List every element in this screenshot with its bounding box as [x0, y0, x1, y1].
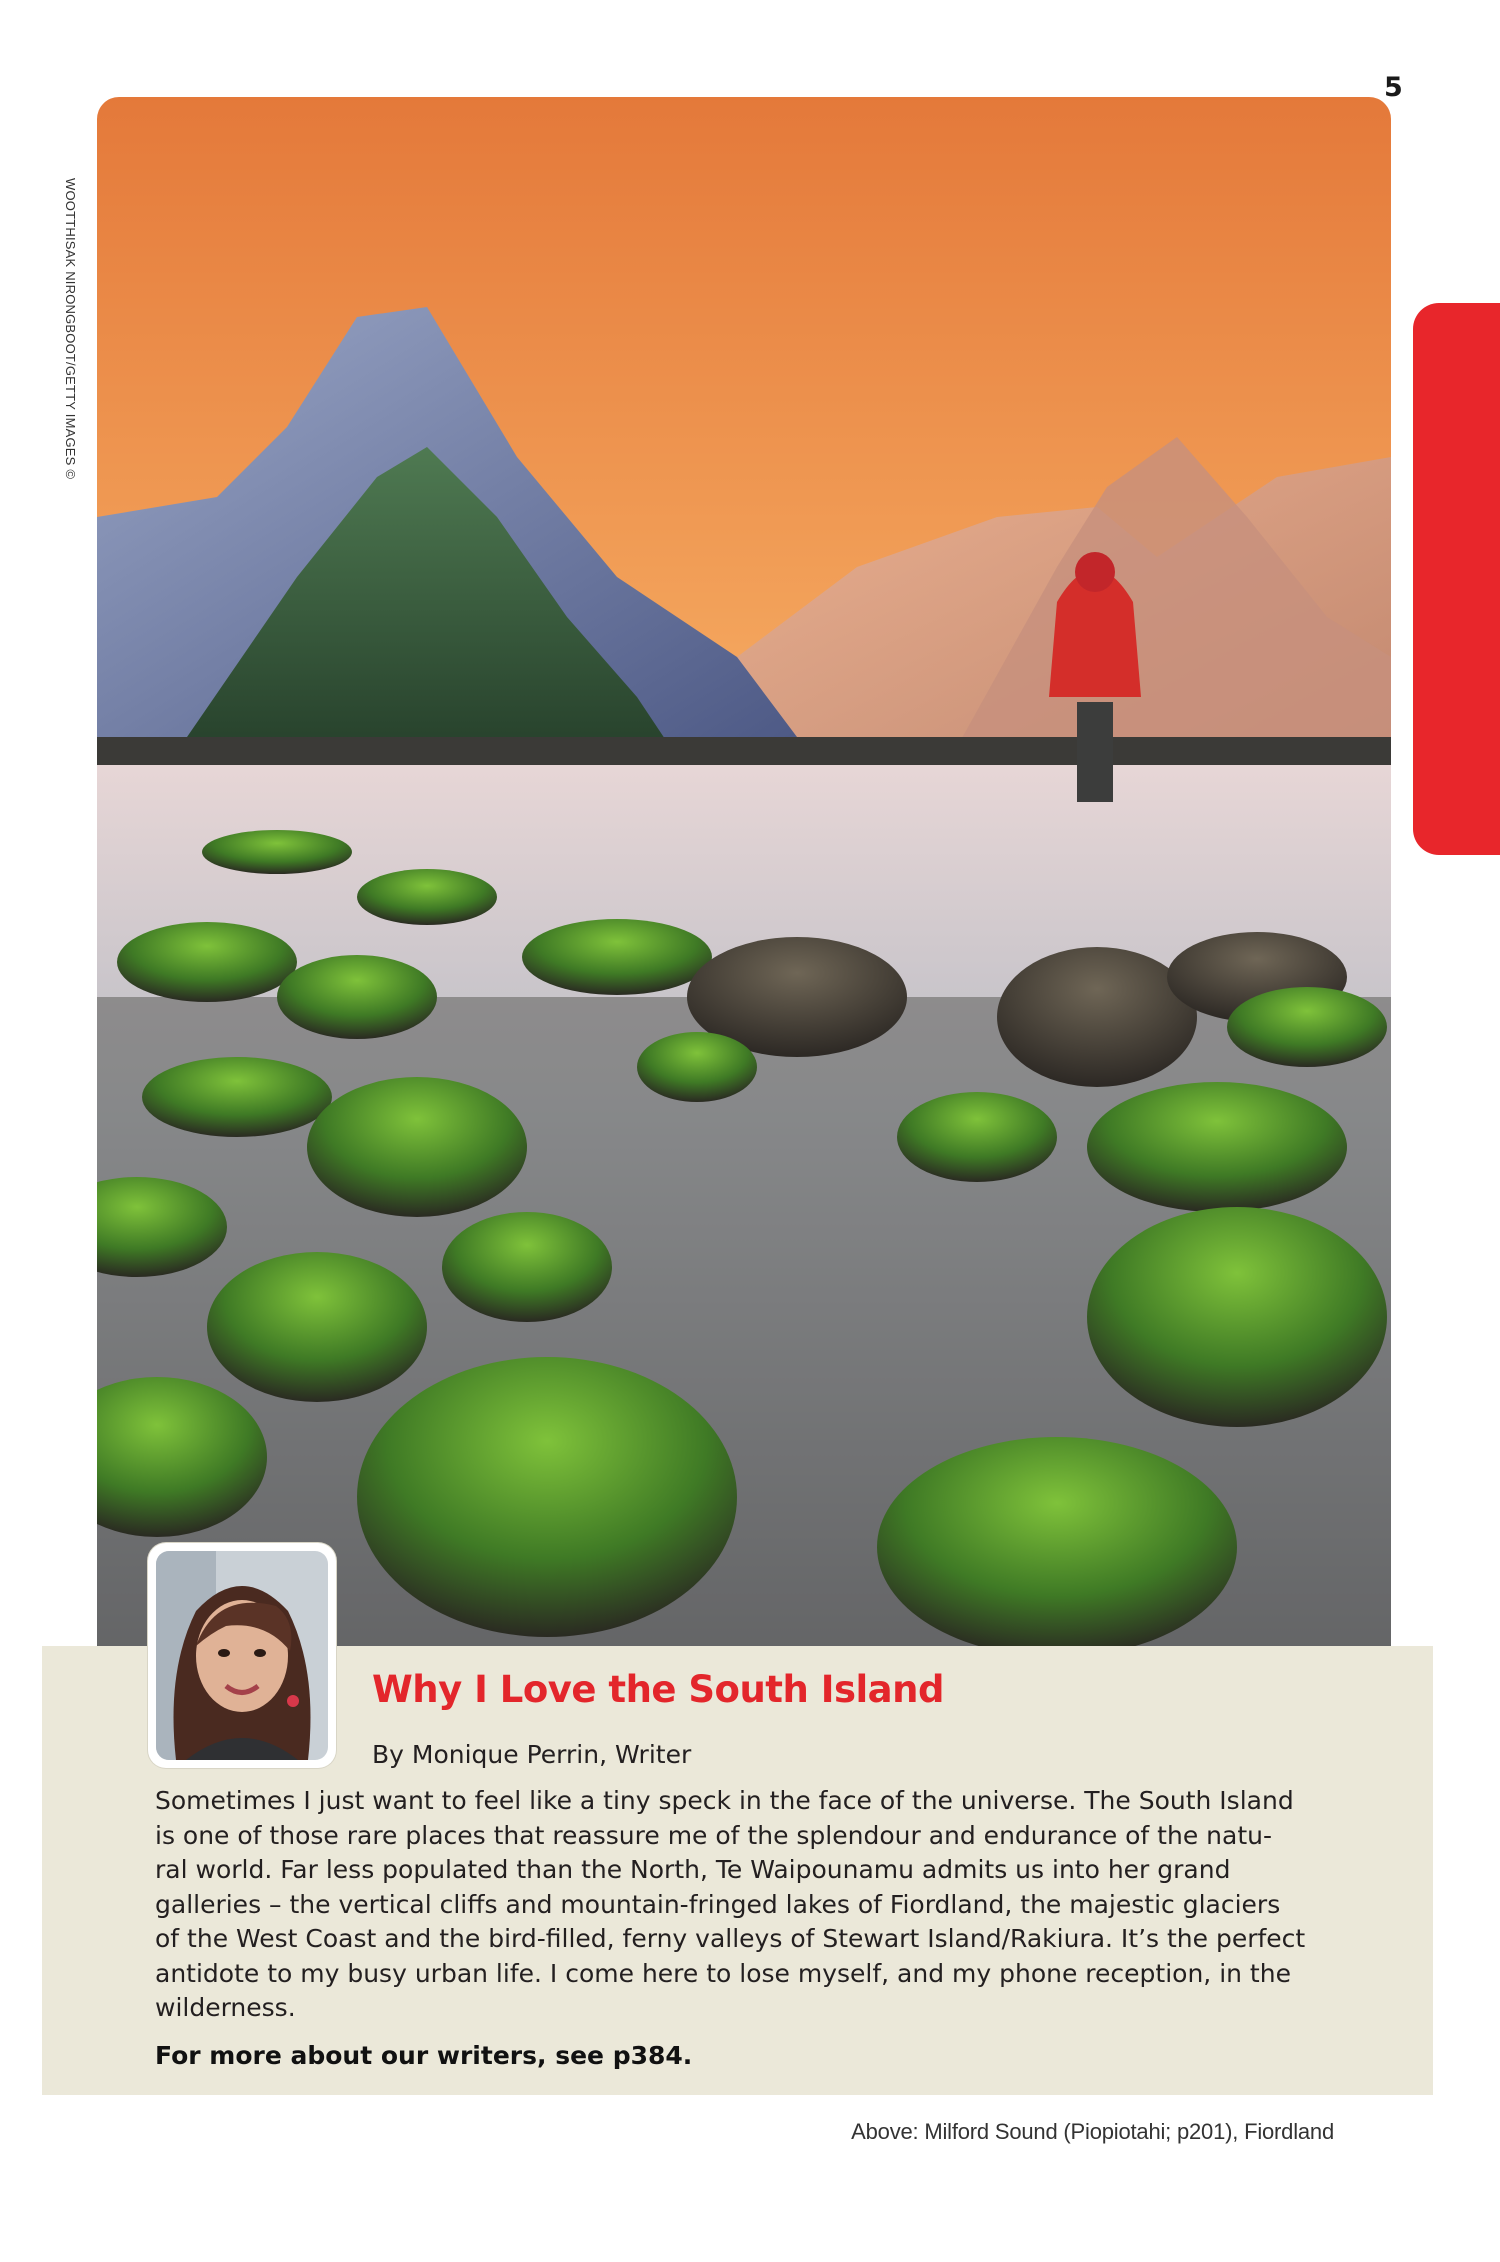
photo-credit: WOOTTHISAK NIRONGBOOT/GETTY IMAGES ©	[63, 178, 78, 480]
intro-title: Why I Love the South Island	[372, 1668, 944, 1711]
avatar	[156, 1551, 328, 1760]
intro-body-line: wilderness.	[155, 1993, 296, 2022]
intro-body	[155, 1784, 1335, 2026]
photo-caption: Above: Milford Sound (Piopiotahi; p201), Fiordland	[851, 2119, 1334, 2144]
byline: By Monique Perrin, Writer	[372, 1740, 692, 1769]
intro-body-line: antidote to my busy urban life. I come here to lose myself, and my phone reception, in the	[155, 1958, 1291, 1988]
intro-body-line: Sometimes I just want to feel like a tiny speck in the face of the universe. The South Island	[155, 1786, 1294, 1815]
author-portrait	[148, 1543, 336, 1768]
intro-body-line: galleries – the vertical cliffs and mountain-fringed lakes of Fiordland, the majestic glaciers	[155, 1889, 1281, 1919]
intro-body-line: ral world. Far less populated than the North, Te Waipounamu admits us into her grand	[155, 1855, 1231, 1884]
chapter-tab	[1413, 303, 1500, 855]
page-number: 5	[1384, 72, 1403, 103]
intro-body-line: of the West Coast and the bird-filled, ferny valleys of Stewart Island/Rakiura. It’s the perfect	[155, 1924, 1306, 1953]
writers-page-reference: For more about our writers, see p384.	[155, 2041, 693, 2070]
intro-body-line: is one of those rare places that reassure me of the splendour and endurance of the natu-	[155, 1820, 1272, 1850]
hero-photo	[97, 97, 1391, 1647]
